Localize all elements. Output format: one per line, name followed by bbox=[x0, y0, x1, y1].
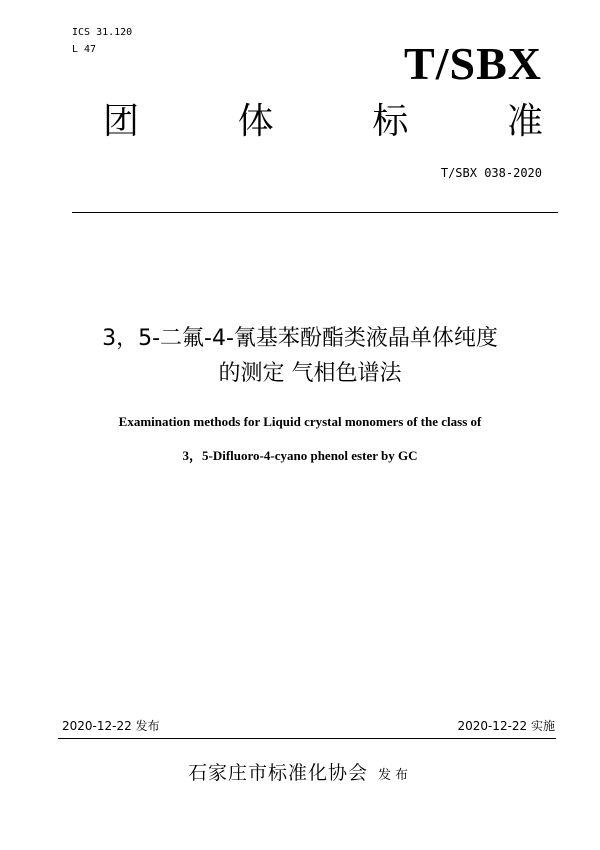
implementation-date: 2020-12-22 实施 bbox=[457, 719, 555, 733]
footer-divider bbox=[58, 738, 556, 739]
standard-number: T/SBX 038-2020 bbox=[440, 166, 542, 180]
standard-brand: T/SBX bbox=[404, 38, 542, 89]
category-char: 标 bbox=[372, 101, 409, 142]
publisher-name: 石家庄市标准化协会 bbox=[187, 762, 368, 784]
title-english-line-2: 3，5-Difluoro-4-cyano phenol ester by GC bbox=[182, 448, 418, 463]
publish-label: 发布 bbox=[378, 768, 413, 783]
publisher-line bbox=[0, 761, 600, 788]
title-chinese-line-1: 3，5-二氟-4-氰基苯酚酯类液晶单体纯度 bbox=[102, 326, 498, 351]
category-char: 团 bbox=[103, 101, 140, 142]
ccs-code: L 47 bbox=[72, 44, 97, 55]
standard-category bbox=[103, 100, 543, 144]
title-chinese-line-2: 的测定 气相色谱法 bbox=[218, 361, 402, 386]
title-english-line-1: Examination methods for Liquid crystal monomers of the class of bbox=[118, 414, 482, 429]
category-char: 准 bbox=[506, 101, 543, 142]
header-divider bbox=[72, 212, 558, 213]
category-char: 体 bbox=[237, 101, 274, 142]
issue-date: 2020-12-22 发布 bbox=[62, 719, 160, 733]
ics-code: ICS 31.120 bbox=[72, 27, 133, 38]
